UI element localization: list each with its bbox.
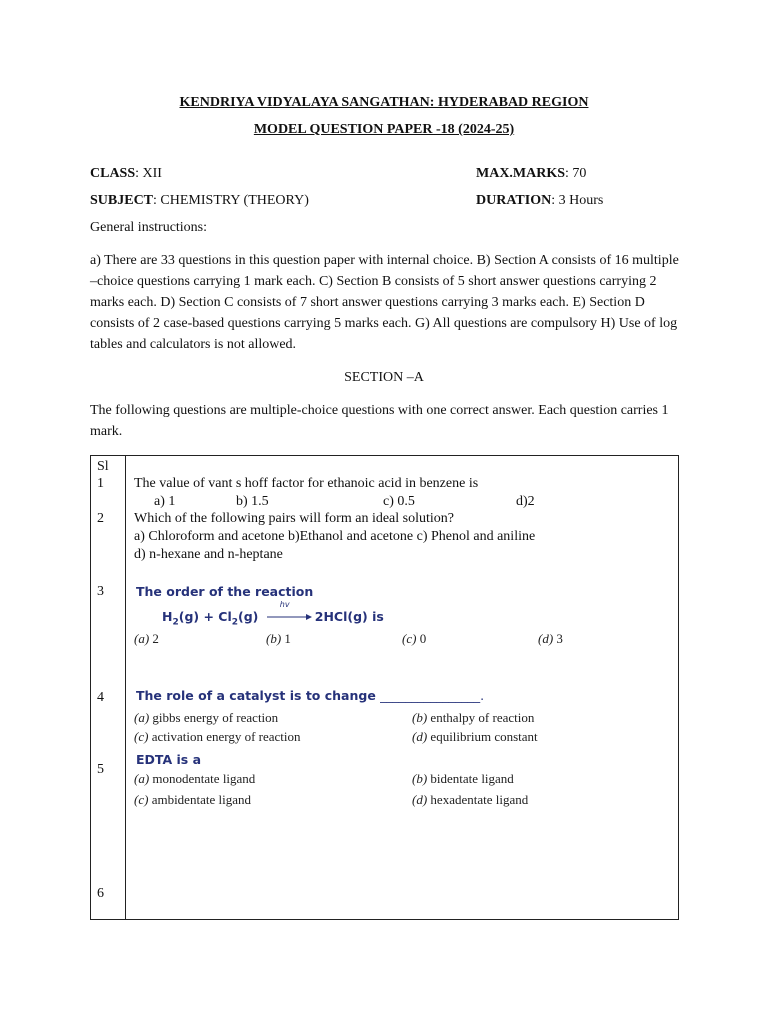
instructions-heading: General instructions: (90, 220, 208, 235)
q1-option-d: d)2 (516, 494, 535, 509)
q2-options-line1: a) Chloroform and acetone b)Ethanol and acetone c) Phenol and aniline (134, 529, 536, 544)
q3-option-c (402, 631, 426, 647)
q3-b-value: 1 (281, 631, 291, 646)
q4-text (136, 688, 484, 703)
question-number-6: 6 (97, 886, 104, 901)
q3-option-b (266, 631, 291, 647)
q3-text: The order of the reaction (136, 584, 314, 599)
q3-option-a (134, 631, 159, 647)
q4-option-d (412, 729, 538, 745)
q3-b-label: (b) (266, 631, 282, 646)
q4-option-c (134, 729, 301, 745)
q5-c-value: ambidentate ligand (148, 792, 251, 807)
q4-a-value: gibbs energy of reaction (149, 710, 279, 725)
q4-blank: ________________. (380, 688, 485, 703)
q4-b-label: (b) (412, 710, 428, 725)
question-number-3: 3 (97, 584, 104, 599)
q3-c-label: (c) (402, 631, 417, 646)
q5-c-label: (c) (134, 792, 149, 807)
q3-d-value: 3 (553, 631, 563, 646)
q5-option-c (134, 792, 251, 808)
q3-eq-sub2: 2 (231, 617, 239, 628)
class-label: CLASS (90, 166, 136, 181)
q5-a-value: monodentate ligand (149, 771, 256, 786)
section-intro: The following questions are multiple-choice questions with one correct answer. Each question carries 1 mark. (90, 403, 669, 439)
q4-d-label: (d) (412, 729, 428, 744)
q2-options-line2: d) n-hexane and n-heptane (134, 547, 283, 562)
q3-c-value: 0 (416, 631, 427, 646)
q4-c-value: activation energy of reaction (148, 729, 301, 744)
q3-a-label: (a) (134, 631, 150, 646)
q5-option-d (412, 792, 528, 808)
q5-text: EDTA is a (136, 752, 202, 767)
sl-column (91, 456, 126, 920)
q4-b-value: enthalpy of reaction (427, 710, 535, 725)
questions-column (126, 456, 679, 920)
duration-info (476, 193, 603, 209)
maxmarks-label: MAX.MARKS (476, 166, 566, 181)
q4-c-label: (c) (134, 729, 149, 744)
instructions-text: a) There are 33 questions in this question paper with internal choice. B) Section A consists of 16 multiple –choice questions carrying 1 mark each. C) Section B consists of 5 short answer questions carrying 2 marks each. D) Section C consists of 7 short answer questions carrying 3 marks each. E) Section D consists of 2 case-based questions carrying 5 marks each. G) All questions are compulsory H) Use of log tables and calculators is not allowed. (90, 253, 679, 352)
q3-d-label: (d) (538, 631, 554, 646)
question-number-4: 4 (97, 690, 104, 705)
q5-d-value: hexadentate ligand (427, 792, 529, 807)
question-number-1: 1 (97, 476, 104, 491)
q5-option-a (134, 771, 255, 787)
q4-text-main: The role of a catalyst is to change (136, 688, 376, 703)
paper-title: MODEL QUESTION PAPER -18 (2024-25) (253, 122, 515, 137)
q1-option-b: b) 1.5 (236, 494, 269, 509)
q1-option-c: c) 0.5 (383, 494, 415, 509)
subject-info (90, 193, 309, 209)
q4-d-value: equilibrium constant (427, 729, 538, 744)
class-value: : XII (135, 166, 162, 181)
q2-text: Which of the following pairs will form an ideal solution? (134, 511, 454, 526)
duration-value: : 3 Hours (551, 193, 604, 208)
q3-eq-sub1: 2 (172, 617, 179, 628)
class-info (90, 166, 162, 182)
q3-equation (162, 600, 384, 628)
q1-option-a: a) 1 (154, 494, 176, 509)
q3-eq-h: H (162, 609, 173, 624)
q3-hv-label: hv (279, 600, 290, 609)
q3-a-value: 2 (149, 631, 159, 646)
question-table (90, 455, 679, 920)
maxmarks-value: : 70 (565, 166, 587, 181)
maxmarks-info (476, 166, 586, 182)
reaction-arrow-icon (266, 600, 312, 621)
question-number-5: 5 (97, 762, 104, 777)
school-title: KENDRIYA VIDYALAYA SANGATHAN: HYDERABAD REGION (179, 95, 589, 110)
q5-d-label: (d) (412, 792, 428, 807)
subject-label: SUBJECT (90, 193, 154, 208)
q3-eq-g2: (g) (238, 609, 259, 624)
q5-b-label: (b) (412, 771, 428, 786)
q5-a-label: (a) (134, 771, 150, 786)
q1-text: The value of vant s hoff factor for ethanoic acid in benzene is (134, 476, 479, 491)
sl-header: Sl (97, 459, 109, 474)
q4-option-a (134, 710, 278, 726)
question-number-2: 2 (97, 511, 104, 526)
section-title: SECTION –A (344, 370, 424, 385)
subject-value: : CHEMISTRY (THEORY) (153, 193, 309, 208)
q3-eq-mid: (g) + Cl (178, 609, 232, 624)
q5-b-value: bidentate ligand (427, 771, 514, 786)
duration-label: DURATION (476, 193, 552, 208)
q4-option-b (412, 710, 534, 726)
q4-a-label: (a) (134, 710, 150, 725)
q3-eq-product: 2HCl(g) is (314, 609, 384, 624)
q5-option-b (412, 771, 514, 787)
q3-option-d (538, 631, 563, 647)
